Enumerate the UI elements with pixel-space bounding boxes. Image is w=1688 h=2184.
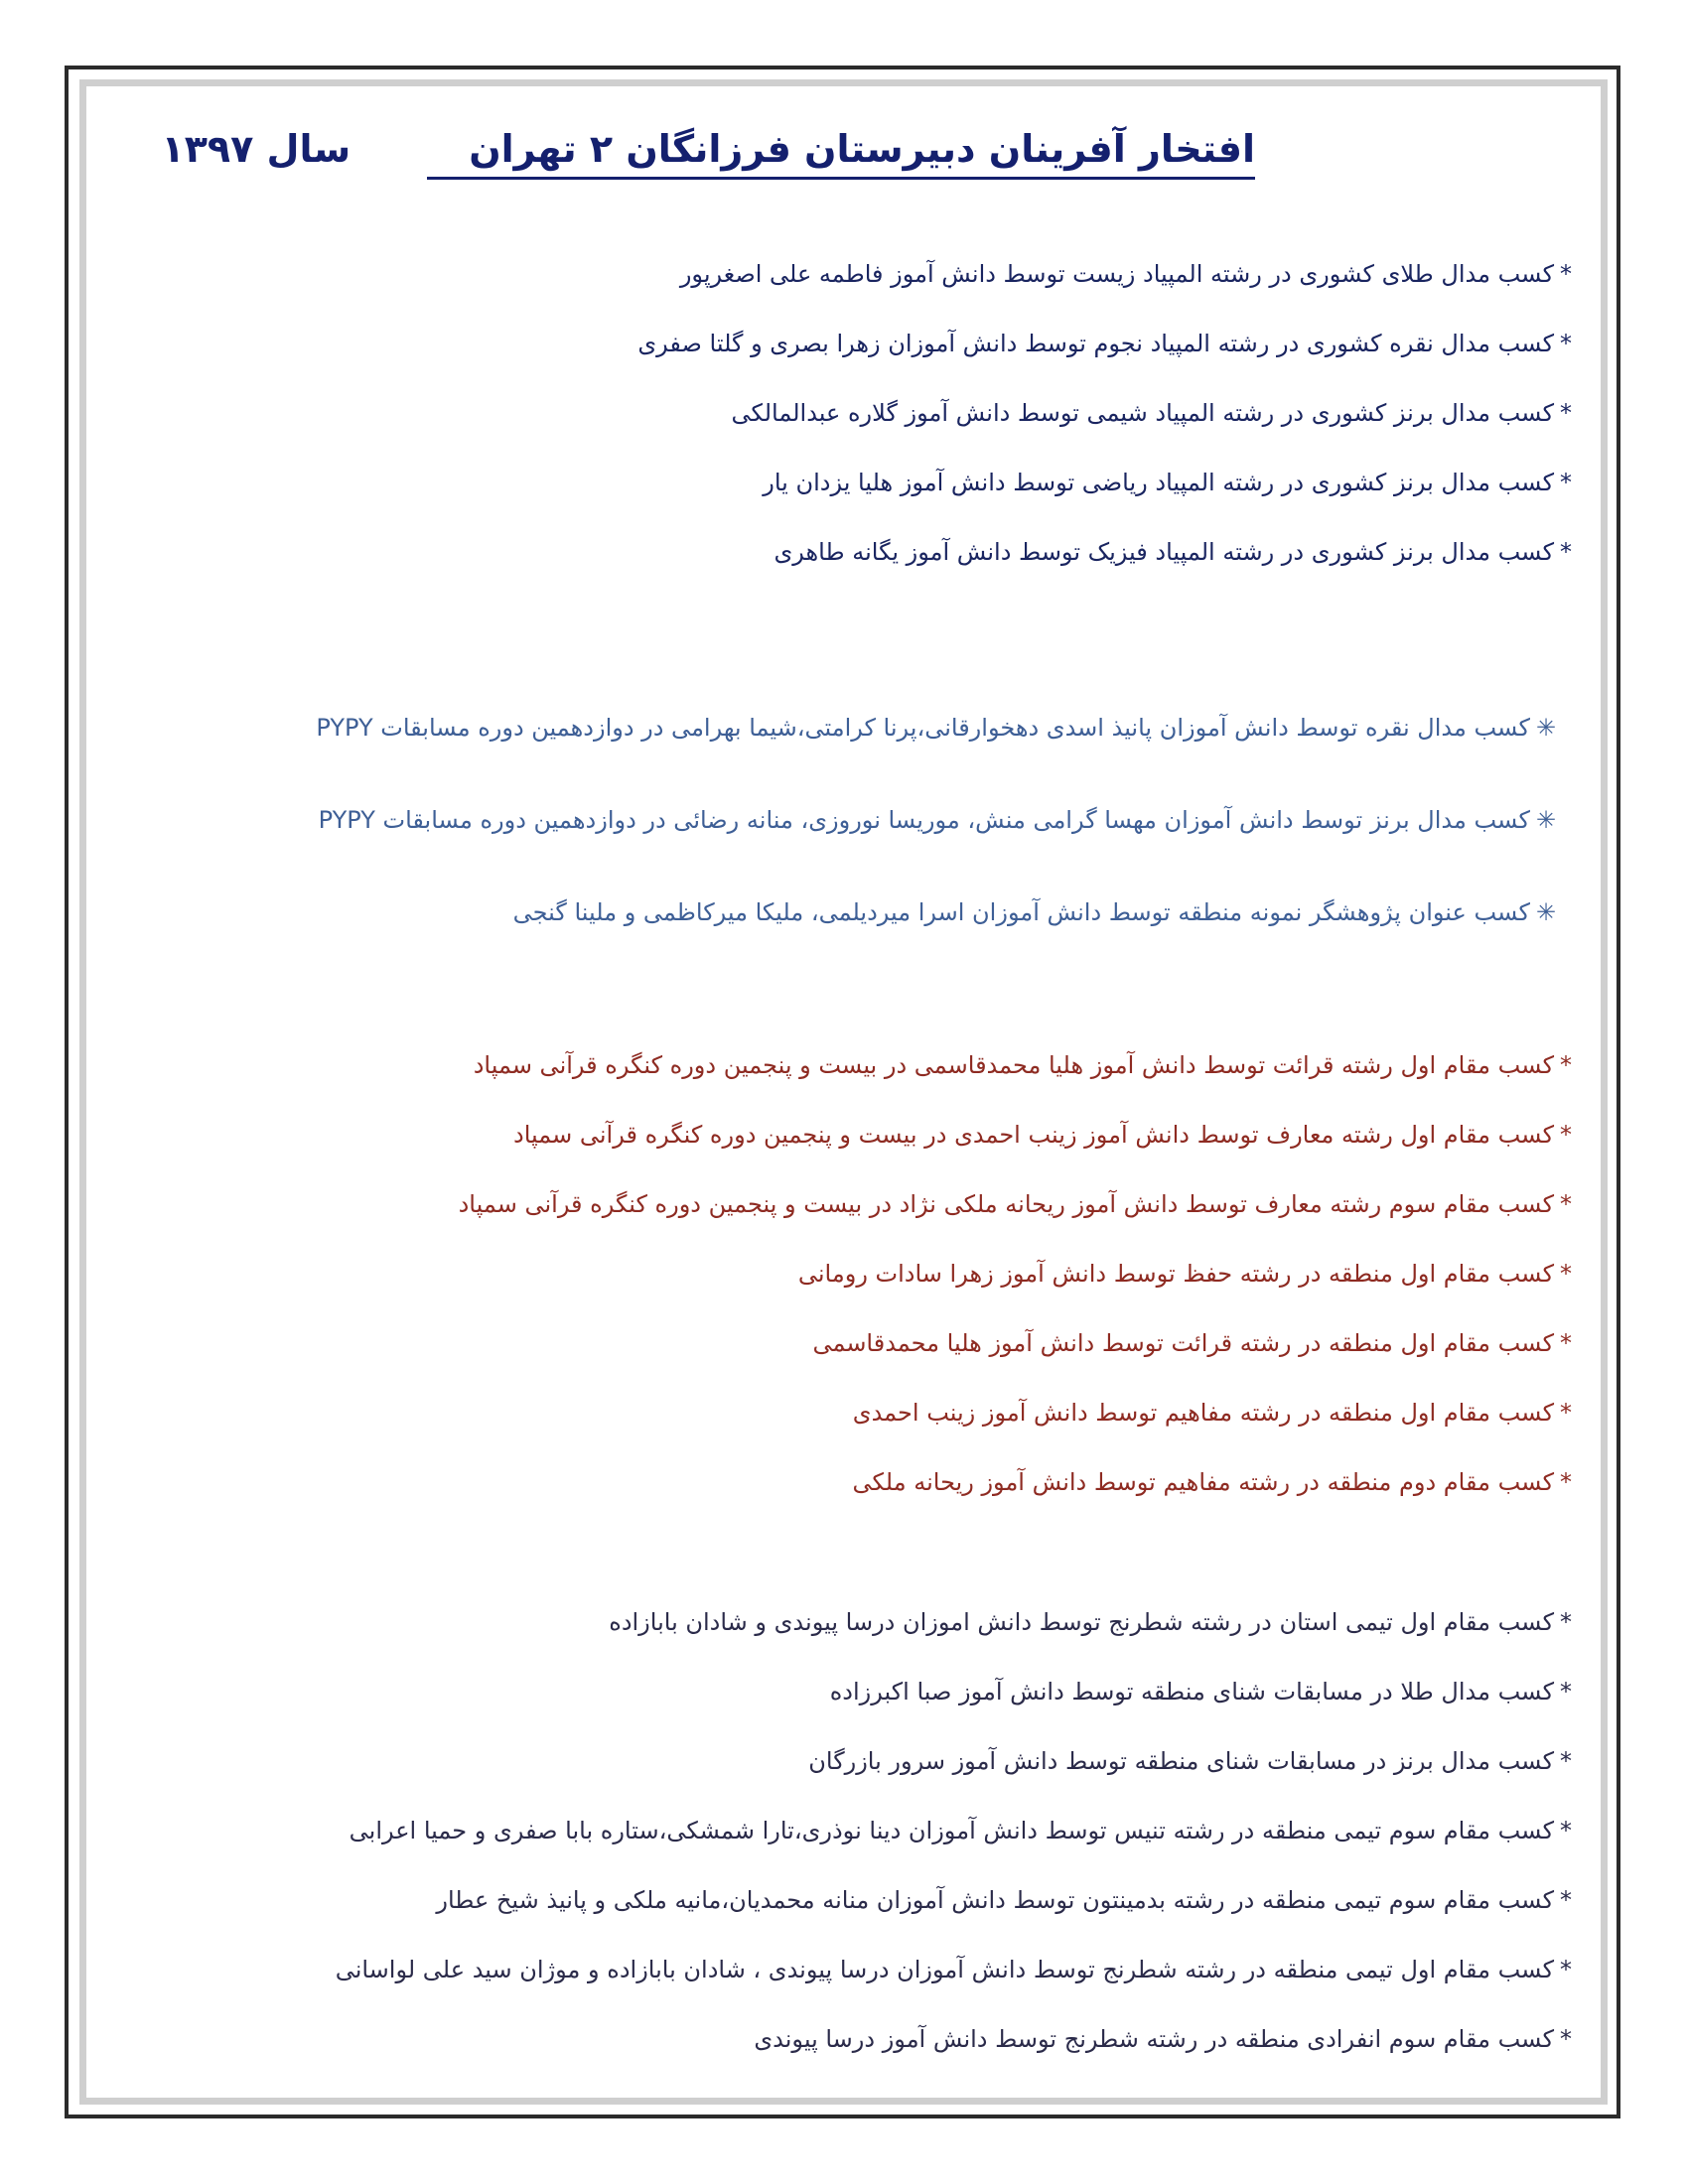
page-title: افتخار آفرینان دبیرستان فرزانگان ۲ تهران سال ۱۳۹۷: [427, 127, 1255, 180]
asterisk-bullet-icon: *: [1560, 1747, 1572, 1775]
list-item: [774, 536, 1572, 568]
achievement-text: کسب مقام اول تیمی استان در رشته شطرنج توسط دانش اموزان درسا پیوندی و شادان بابازاده: [609, 1608, 1554, 1636]
achievement-text: کسب مقام سوم انفرادی منطقه در رشته شطرنج توسط دانش آموز درسا پیوندی: [754, 2025, 1554, 2053]
achievement-text: کسب مدال نقره کشوری در رشته المپیاد نجوم توسط دانش آموزان زهرا بصری و گلتا صفری: [637, 330, 1554, 357]
list-item: [350, 1815, 1572, 1846]
asterisk-bullet-icon: *: [1560, 1329, 1572, 1357]
list-item: [680, 258, 1572, 290]
achievement-text: کسب مدال برنز کشوری در رشته المپیاد فیزیک توسط دانش آموز یگانه طاهری: [774, 538, 1554, 566]
achievement-text: کسب مدال طلای کشوری در رشته المپیاد زیست توسط دانش آموز فاطمه علی اصغرپور: [679, 260, 1554, 288]
asterisk-bullet-icon: *: [1560, 1260, 1572, 1288]
achievement-text: کسب عنوان پژوهشگر نمونه منطقه توسط دانش آموزان اسرا میردیلمی، ملیکا میرکاظمی و ملینا گنجی: [512, 898, 1530, 926]
list-item: [830, 1676, 1572, 1707]
asterisk-bullet-icon: *: [1560, 2025, 1572, 2053]
list-item: [731, 397, 1572, 429]
achievement-text: کسب مدال برنز کشوری در رشته المپیاد شیمی توسط دانش آموز گلاره عبدالمالکی: [731, 399, 1554, 427]
achievement-text: کسب مقام سوم رشته معارف توسط دانش آموز ریحانه ملکی نژاد در بیست و پنجمین دوره کنگره قرآنی سمپاد: [458, 1190, 1554, 1218]
asterisk-bullet-icon: *: [1560, 1121, 1572, 1149]
asterisk-bullet-icon: *: [1560, 1608, 1572, 1636]
achievement-text: کسب مقام سوم تیمی منطقه در رشته تنیس توسط دانش آموزان دینا نوذری،تارا شمشکی،ستاره بابا صفری و حمیا اعرابی: [349, 1817, 1554, 1844]
list-item: [609, 1606, 1572, 1638]
asterisk-bullet-icon: *: [1560, 1678, 1572, 1706]
asterisk-bullet-icon: *: [1560, 1468, 1572, 1496]
asterisk-bullet-icon: *: [1560, 538, 1572, 566]
list-item: [336, 1954, 1572, 1985]
list-item: [853, 1397, 1572, 1429]
asterisk-bullet-icon: *: [1560, 1190, 1572, 1218]
list-item: [808, 1745, 1572, 1777]
asterisk-bullet-icon: *: [1560, 260, 1572, 288]
asterisk-bullet-icon: ✳: [1535, 898, 1556, 926]
page-inner-border: [79, 79, 1608, 2105]
asterisk-bullet-icon: ✳: [1535, 806, 1556, 834]
asterisk-bullet-icon: *: [1560, 330, 1572, 357]
achievement-text: کسب مقام سوم تیمی منطقه در رشته بدمینتون توسط دانش آموزان منانه محمدیان،مانیه ملکی و پانیذ شیخ عطار: [436, 1886, 1554, 1914]
list-item: [316, 712, 1556, 744]
title-block: [161, 127, 1255, 187]
achievement-text: کسب مدال طلا در مسابقات شنای منطقه توسط دانش آموز صبا اکبرزاده: [829, 1678, 1554, 1706]
achievement-text: کسب مقام اول رشته معارف توسط دانش آموز زینب احمدی در بیست و پنجمین دوره کنگره قرآنی سمپاد: [513, 1121, 1554, 1149]
list-item: [319, 804, 1556, 836]
asterisk-bullet-icon: *: [1560, 1817, 1572, 1844]
achievement-text: کسب مقام اول منطقه در رشته قرائت توسط دانش آموز هلیا محمدقاسمی: [812, 1329, 1554, 1357]
achievement-text: کسب مقام اول منطقه در رشته مفاهیم توسط دانش آموز زینب احمدی: [852, 1399, 1554, 1427]
achievement-text: کسب مقام اول تیمی منطقه در رشته شطرنج توسط دانش آموزان درسا پیوندی ، شادان بابازاده و موژان سید علی لواسانی: [335, 1956, 1554, 1983]
asterisk-bullet-icon: ✳: [1535, 714, 1556, 742]
list-item: [853, 1466, 1572, 1498]
list-item: [436, 1884, 1572, 1916]
achievement-text: کسب مدال برنز توسط دانش آموزان مهسا گرامی منش، موریسا نوروزی، منانه رضائی در دوازدهمین دوره مسابقات PYPY: [318, 806, 1530, 834]
list-item: [763, 467, 1572, 498]
list-item: [812, 1327, 1572, 1359]
asterisk-bullet-icon: *: [1560, 1886, 1572, 1914]
list-item: [513, 1119, 1572, 1151]
achievement-text: کسب مقام اول رشته قرائت توسط دانش آموز هلیا محمدقاسمی در بیست و پنجمین دوره کنگره قرآنی سمپاد: [473, 1051, 1554, 1079]
achievement-text: کسب مقام دوم منطقه در رشته مفاهیم توسط دانش آموز ریحانه ملکی: [852, 1468, 1554, 1496]
asterisk-bullet-icon: *: [1560, 1051, 1572, 1079]
achievement-text: کسب مدال برنز در مسابقات شنای منطقه توسط دانش آموز سرور بازرگان: [808, 1747, 1554, 1775]
asterisk-bullet-icon: *: [1560, 1956, 1572, 1983]
asterisk-bullet-icon: *: [1560, 469, 1572, 496]
list-item: [474, 1049, 1572, 1081]
list-item: [637, 328, 1572, 359]
list-item: [798, 1258, 1572, 1290]
achievement-text: کسب مدال نقره توسط دانش آموزان پانیذ اسدی دهخوارقانی،پرنا کرامتی،شیما بهرامی در دوازدهمین دوره مسابقات PYPY: [316, 714, 1530, 742]
list-item: [513, 896, 1556, 928]
list-item: [459, 1188, 1572, 1220]
asterisk-bullet-icon: *: [1560, 399, 1572, 427]
achievement-text: کسب مقام اول منطقه در رشته حفظ توسط دانش آموز زهرا سادات رومانی: [797, 1260, 1554, 1288]
asterisk-bullet-icon: *: [1560, 1399, 1572, 1427]
list-item: [754, 2023, 1572, 2055]
achievement-text: کسب مدال برنز کشوری در رشته المپیاد ریاضی توسط دانش آموز هلیا یزدان یار: [763, 469, 1554, 496]
